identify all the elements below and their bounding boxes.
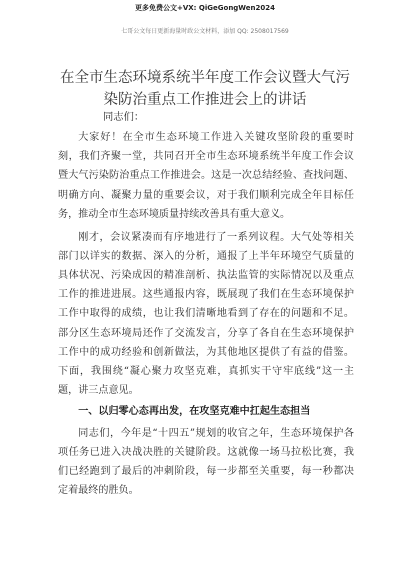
text-line: 项任务已进入决战决胜的关键阶段。这就像一场马拉松比赛，我 bbox=[58, 446, 354, 458]
text-line: 具体状况、污染成因的精准剖析、执法监管的实际情况以及重点 bbox=[58, 269, 354, 281]
section-heading: 一、以归零心态再出发，在攻坚克难中扛起生态担当 bbox=[78, 406, 311, 418]
text-line: 暨大气污染防治重点工作推进会。这是一次总结经验、查找问题、 bbox=[58, 170, 354, 182]
greeting: 同志们： bbox=[103, 111, 145, 123]
promo-header: 更多免费公文+VX: QiGeGongWen2024 bbox=[135, 4, 275, 12]
text-line: 定着最终的胜负。 bbox=[58, 485, 139, 497]
notice-header: 七哥公文每日更新海量时政公文材料，添加 QQ: 2508017569 bbox=[121, 28, 289, 35]
text-line: 刚才，会议紧凑而有序地进行了一系列议程。大气处等相关 bbox=[78, 231, 354, 243]
text-line: 明确方向、凝聚力量的重要会议，对于我们顺利完成全年目标任 bbox=[58, 189, 354, 201]
text-line: 工作中的成功经验和创新做法，为其他地区提供了有益的借鉴。 bbox=[58, 346, 354, 358]
text-line: 大家好！在全市生态环境工作进入关键攻坚阶段的重要时 bbox=[78, 132, 354, 143]
title-line: 在全市生态环境系统半年度工作会议暨大气污 bbox=[60, 70, 350, 86]
text-line: 工作中取得的成绩，也让我们清晰地看到了存在的问题和不足。 bbox=[58, 308, 354, 320]
text-line: 工作的推进进展。这些通报内容，既展现了我们在生态环境保护 bbox=[58, 289, 354, 301]
paragraph bbox=[58, 128, 354, 224]
paragraph bbox=[58, 228, 354, 401]
text-line: 刻，我们齐聚一堂，共同召开全市生态环境系统半年度工作会议 bbox=[58, 151, 354, 163]
text-line: 题，讲三点意见。 bbox=[58, 385, 139, 397]
text-line: 同志们，今年是“十四五”规划的收官之年，生态环境保护各 bbox=[78, 427, 354, 439]
document-title bbox=[50, 67, 360, 111]
text-line: 们已经跑到了最后的冲刺阶段，每一步都至关重要，每一秒都决 bbox=[58, 465, 354, 477]
document-body bbox=[58, 128, 354, 500]
title-line: 染防治重点工作推进会上的讲话 bbox=[103, 92, 307, 108]
text-line: 务，推动全市生态环境质量持续改善具有重大意义。 bbox=[58, 208, 291, 220]
text-line: 下面，我围绕“凝心聚力攻坚克难，真抓实干守牢底线”这一主 bbox=[58, 365, 354, 377]
text-line: 部门以详实的数据、深入的分析，通报了上半年环境空气质量的 bbox=[58, 250, 354, 262]
paragraph bbox=[58, 424, 354, 501]
text-line: 部分区生态环境局还作了交流发言，分享了各自在生态环境保护 bbox=[58, 327, 354, 339]
